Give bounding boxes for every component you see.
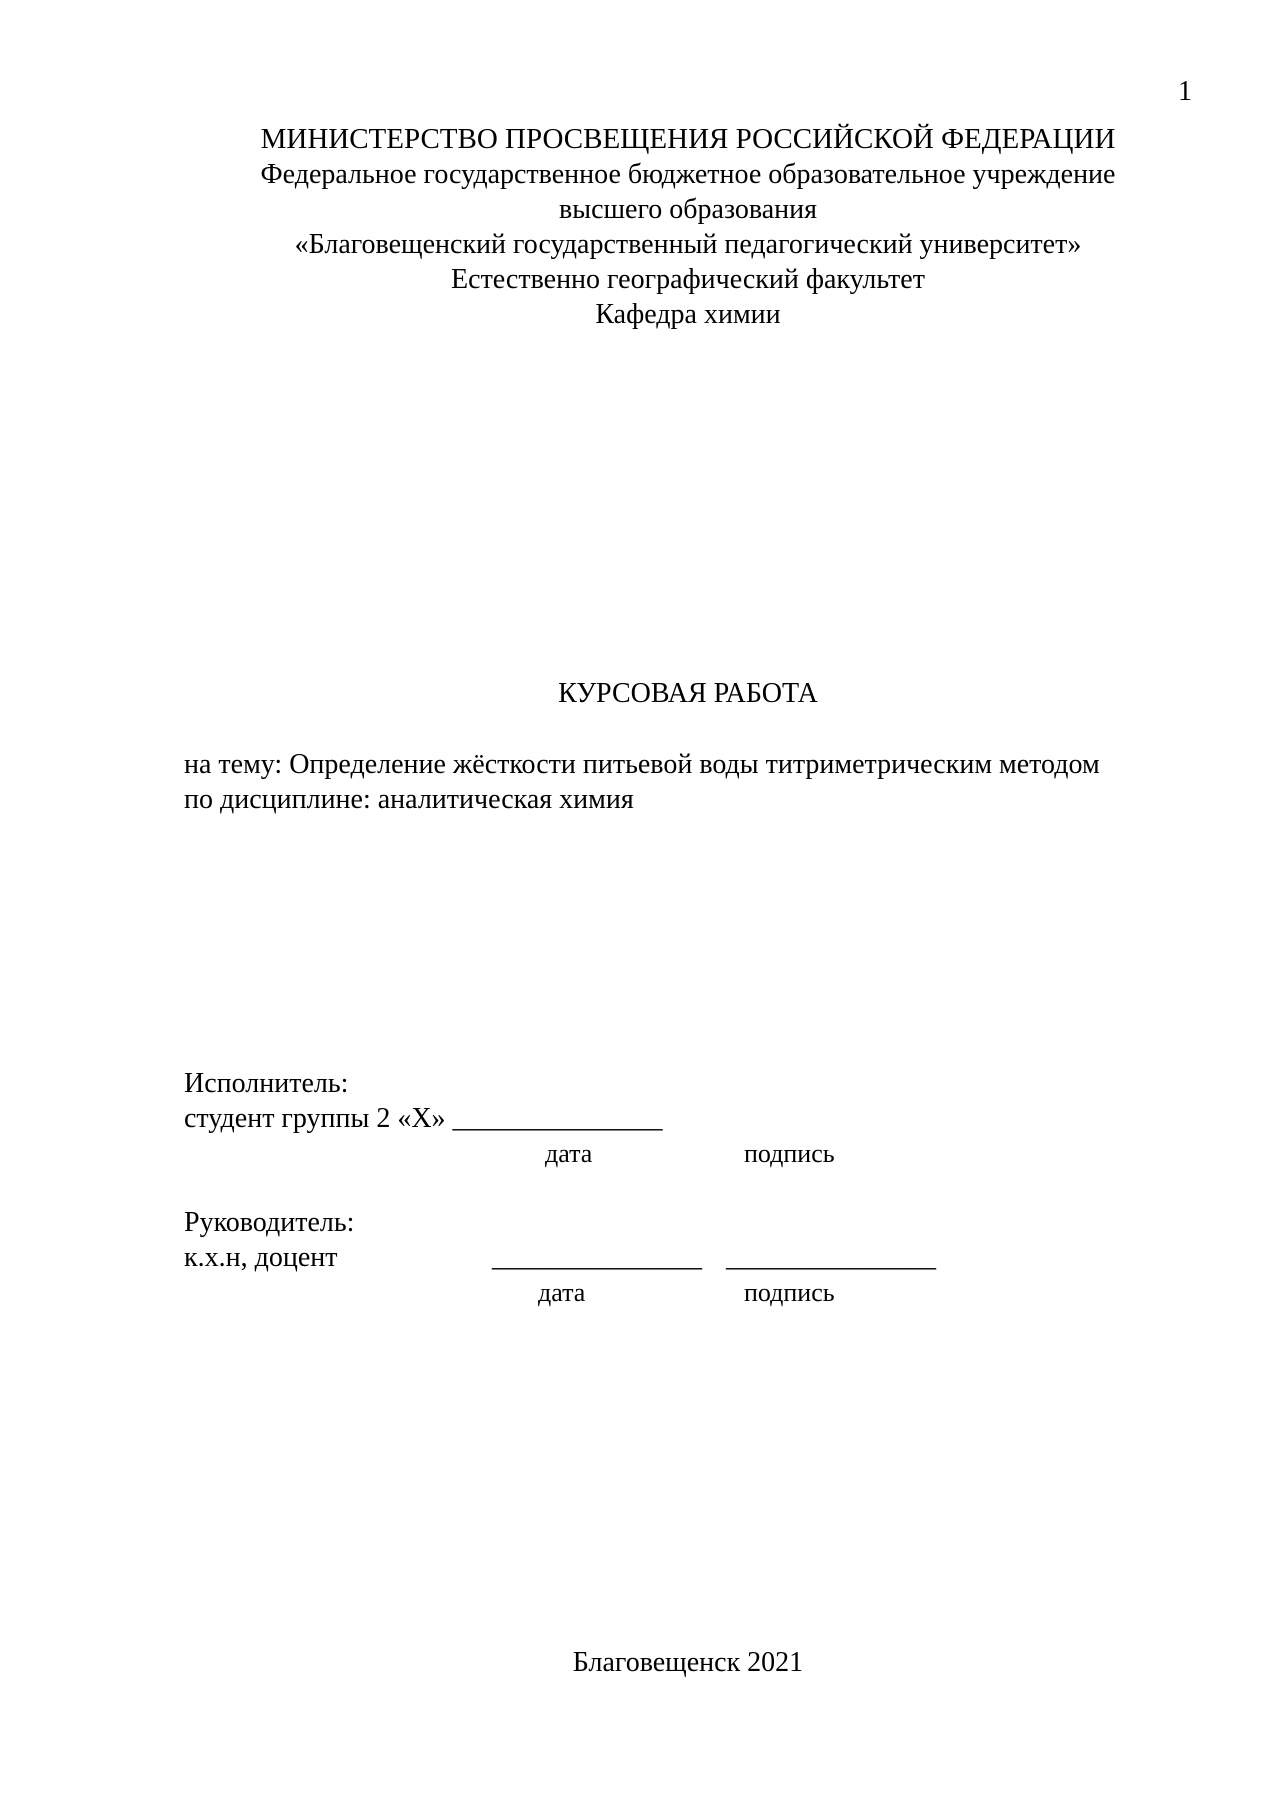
- executor-signature-caption: подпись: [744, 1139, 835, 1168]
- faculty-name: Естественно географический факультет: [451, 264, 925, 295]
- ministry-name: МИНИСТЕРСТВО ПРОСВЕЩЕНИЯ РОССИЙСКОЙ ФЕДЕРАЦИИ: [260, 123, 1116, 155]
- institution-type: Федеральное государственное бюджетное образовательное учреждение: [260, 159, 1116, 190]
- topic-discipline: по дисциплине: аналитическая химия: [184, 784, 634, 815]
- supervisor-role: к.х.н, доцент: [184, 1242, 338, 1273]
- page-number: 1: [1178, 76, 1192, 107]
- executor-label: Исполнитель:: [184, 1068, 349, 1099]
- supervisor-date-line: _______________: [492, 1242, 702, 1273]
- supervisor-signature-caption: подпись: [744, 1278, 835, 1307]
- university-name: «Благовещенский государственный педагогический университет»: [294, 229, 1082, 260]
- city-year: Благовещенск 2021: [572, 1647, 804, 1678]
- institution-header: [0, 122, 1280, 332]
- topic-theme: на тему: Определение жёсткости питьевой воды титриметрическим методом: [184, 749, 1100, 780]
- executor-date-caption: дата: [545, 1139, 593, 1168]
- supervisor-label: Руководитель:: [184, 1207, 355, 1238]
- supervisor-date-caption: дата: [538, 1278, 586, 1307]
- executor-role: студент группы 2 «Х» _______________: [184, 1103, 663, 1134]
- supervisor-signature-line: _______________: [726, 1242, 936, 1273]
- document-title: КУРСОВАЯ РАБОТА: [558, 678, 818, 709]
- education-level: высшего образования: [559, 194, 817, 225]
- topic-block: [184, 747, 1100, 817]
- department-name: Кафедра химии: [595, 299, 781, 330]
